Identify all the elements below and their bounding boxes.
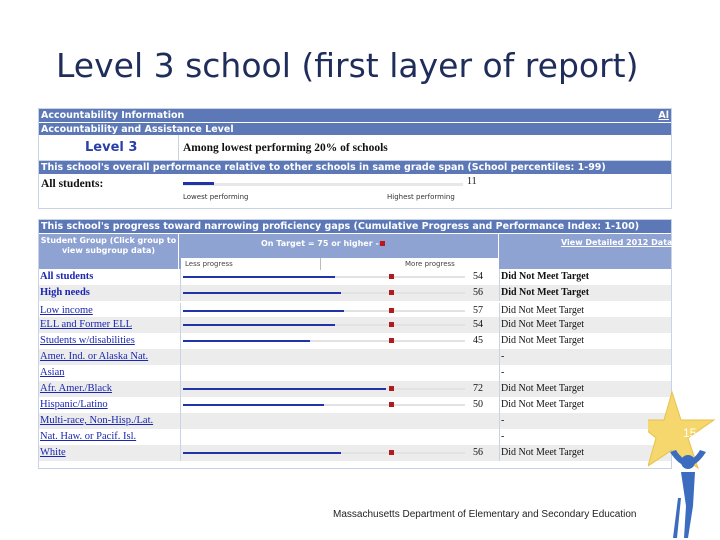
student-group-link[interactable]: High needs (40, 287, 90, 298)
column-divider (499, 381, 500, 397)
column-divider (180, 397, 181, 413)
column-divider (499, 413, 500, 429)
column-divider (499, 397, 500, 413)
student-group-link[interactable]: Students w/disabilities (40, 335, 135, 346)
less-progress-label: Less progress (185, 260, 233, 268)
accountability-information-label: Accountability Information (41, 110, 185, 121)
page-number: 15 (683, 426, 697, 440)
progress-bar (183, 324, 335, 326)
target-marker-icon (380, 241, 385, 246)
column-divider (180, 285, 181, 301)
target-result: Did Not Meet Target (501, 305, 585, 316)
footer-text: Massachusetts Department of Elementary and Secondary Education (333, 509, 637, 520)
target-result: Did Not Meet Target (501, 271, 590, 282)
progress-bar (183, 310, 344, 312)
progress-bar (183, 388, 386, 390)
column-divider (499, 333, 500, 349)
table-row (39, 413, 671, 429)
table-row (39, 381, 671, 397)
column-divider (180, 429, 181, 445)
column-divider (180, 333, 181, 349)
progress-bar (183, 340, 310, 342)
student-group-header: Student Group (Click group to view subgroup data) (39, 234, 179, 270)
target-result: Did Not Meet Target (501, 319, 585, 330)
accountability-panel (38, 108, 672, 209)
table-row (39, 349, 671, 365)
target-result: Did Not Meet Target (501, 383, 585, 394)
table-row (39, 317, 671, 333)
column-divider (180, 365, 181, 381)
level-label: Level 3 (39, 135, 179, 161)
cppi-value: 45 (473, 335, 483, 346)
table-row (39, 429, 671, 445)
student-group-link[interactable]: Asian (40, 367, 65, 378)
column-divider (499, 429, 500, 445)
cppi-value: 57 (473, 305, 483, 316)
table-row (39, 365, 671, 381)
student-group-link[interactable]: Multi-race, Non-Hisp./Lat. (40, 415, 154, 426)
slide-title: Level 3 school (first layer of report) (56, 46, 639, 85)
target-result: - (501, 431, 505, 442)
lowest-performing-label: Lowest performing (183, 193, 249, 201)
student-group-link[interactable]: Afr. Amer./Black (40, 383, 113, 394)
progress-bar (183, 292, 341, 294)
table-row (39, 285, 671, 301)
percentile-bar (183, 182, 214, 185)
all-students-label: All students: (41, 178, 104, 190)
progress-bar (183, 276, 335, 278)
column-divider (180, 445, 181, 461)
column-divider (499, 269, 500, 285)
column-divider (180, 381, 181, 397)
target-marker-icon (389, 322, 394, 327)
column-divider (499, 365, 500, 381)
percentile-row (39, 174, 671, 205)
table-row (39, 333, 671, 349)
percentile-value: 11 (467, 176, 477, 187)
column-divider (180, 413, 181, 429)
table-row (39, 445, 671, 461)
student-group-link[interactable]: Hispanic/Latino (40, 399, 108, 410)
student-group-link[interactable]: All students (40, 271, 94, 282)
student-group-link[interactable]: ELL and Former ELL (40, 319, 133, 330)
target-result: - (501, 351, 505, 362)
student-group-link[interactable]: White (40, 447, 66, 458)
cppi-value: 72 (473, 383, 483, 394)
star-person-logo (648, 388, 720, 540)
table-row (39, 397, 671, 413)
table-row (39, 301, 671, 317)
accountability-information-header (39, 109, 671, 122)
target-result: Did Not Meet Target (501, 287, 590, 298)
student-group-link[interactable]: Amer. Ind. or Alaska Nat. (40, 351, 149, 362)
target-result: Did Not Meet Target (501, 447, 585, 458)
progress-panel (38, 219, 672, 469)
percentile-header: This school's overall performance relative to other schools in same grade span (School percentiles: 1-99) (39, 161, 671, 174)
highest-performing-label: Highest performing (387, 193, 455, 201)
view-detailed-data-link[interactable]: View Detailed 2012 Data (561, 238, 673, 247)
percentile-track (183, 183, 463, 186)
student-group-link[interactable]: Low income (40, 305, 93, 316)
level-row (39, 135, 671, 161)
target-marker-icon (389, 308, 394, 313)
column-divider (499, 445, 500, 461)
target-result: Did Not Meet Target (501, 335, 585, 346)
cppi-value: 54 (473, 319, 483, 330)
target-header (181, 234, 499, 270)
target-marker-icon (389, 338, 394, 343)
target-marker-icon (389, 402, 394, 407)
level-description: Among lowest performing 20% of schools (183, 142, 388, 154)
target-result: Did Not Meet Target (501, 399, 585, 410)
more-progress-label: More progress (405, 260, 455, 268)
column-divider (499, 285, 500, 301)
cppi-value: 54 (473, 271, 483, 282)
student-group-rows (39, 269, 671, 461)
header-right-link[interactable]: Al (658, 110, 669, 121)
column-divider (499, 349, 500, 365)
target-marker-icon (389, 290, 394, 295)
cppi-value: 56 (473, 447, 483, 458)
progress-header: This school's progress toward narrowing proficiency gaps (Cumulative Progress and Performance Index: 1-100) (39, 220, 671, 233)
column-divider (180, 349, 181, 365)
progress-bar (183, 404, 324, 406)
on-target-label: On Target = 75 or higher - (261, 239, 385, 248)
table-row (39, 269, 671, 285)
accountability-level-header: Accountability and Assistance Level (39, 122, 671, 135)
target-marker-icon (389, 386, 394, 391)
column-divider (499, 317, 500, 333)
target-result: - (501, 367, 505, 378)
cppi-value: 50 (473, 399, 483, 410)
cppi-value: 56 (473, 287, 483, 298)
target-marker-icon (389, 450, 394, 455)
column-divider (180, 317, 181, 333)
column-divider (180, 269, 181, 285)
progress-column-header (39, 233, 671, 269)
target-marker-icon (389, 274, 394, 279)
progress-bar (183, 452, 341, 454)
student-group-link[interactable]: Nat. Haw. or Pacif. Isl. (40, 431, 137, 442)
target-result: - (501, 415, 505, 426)
